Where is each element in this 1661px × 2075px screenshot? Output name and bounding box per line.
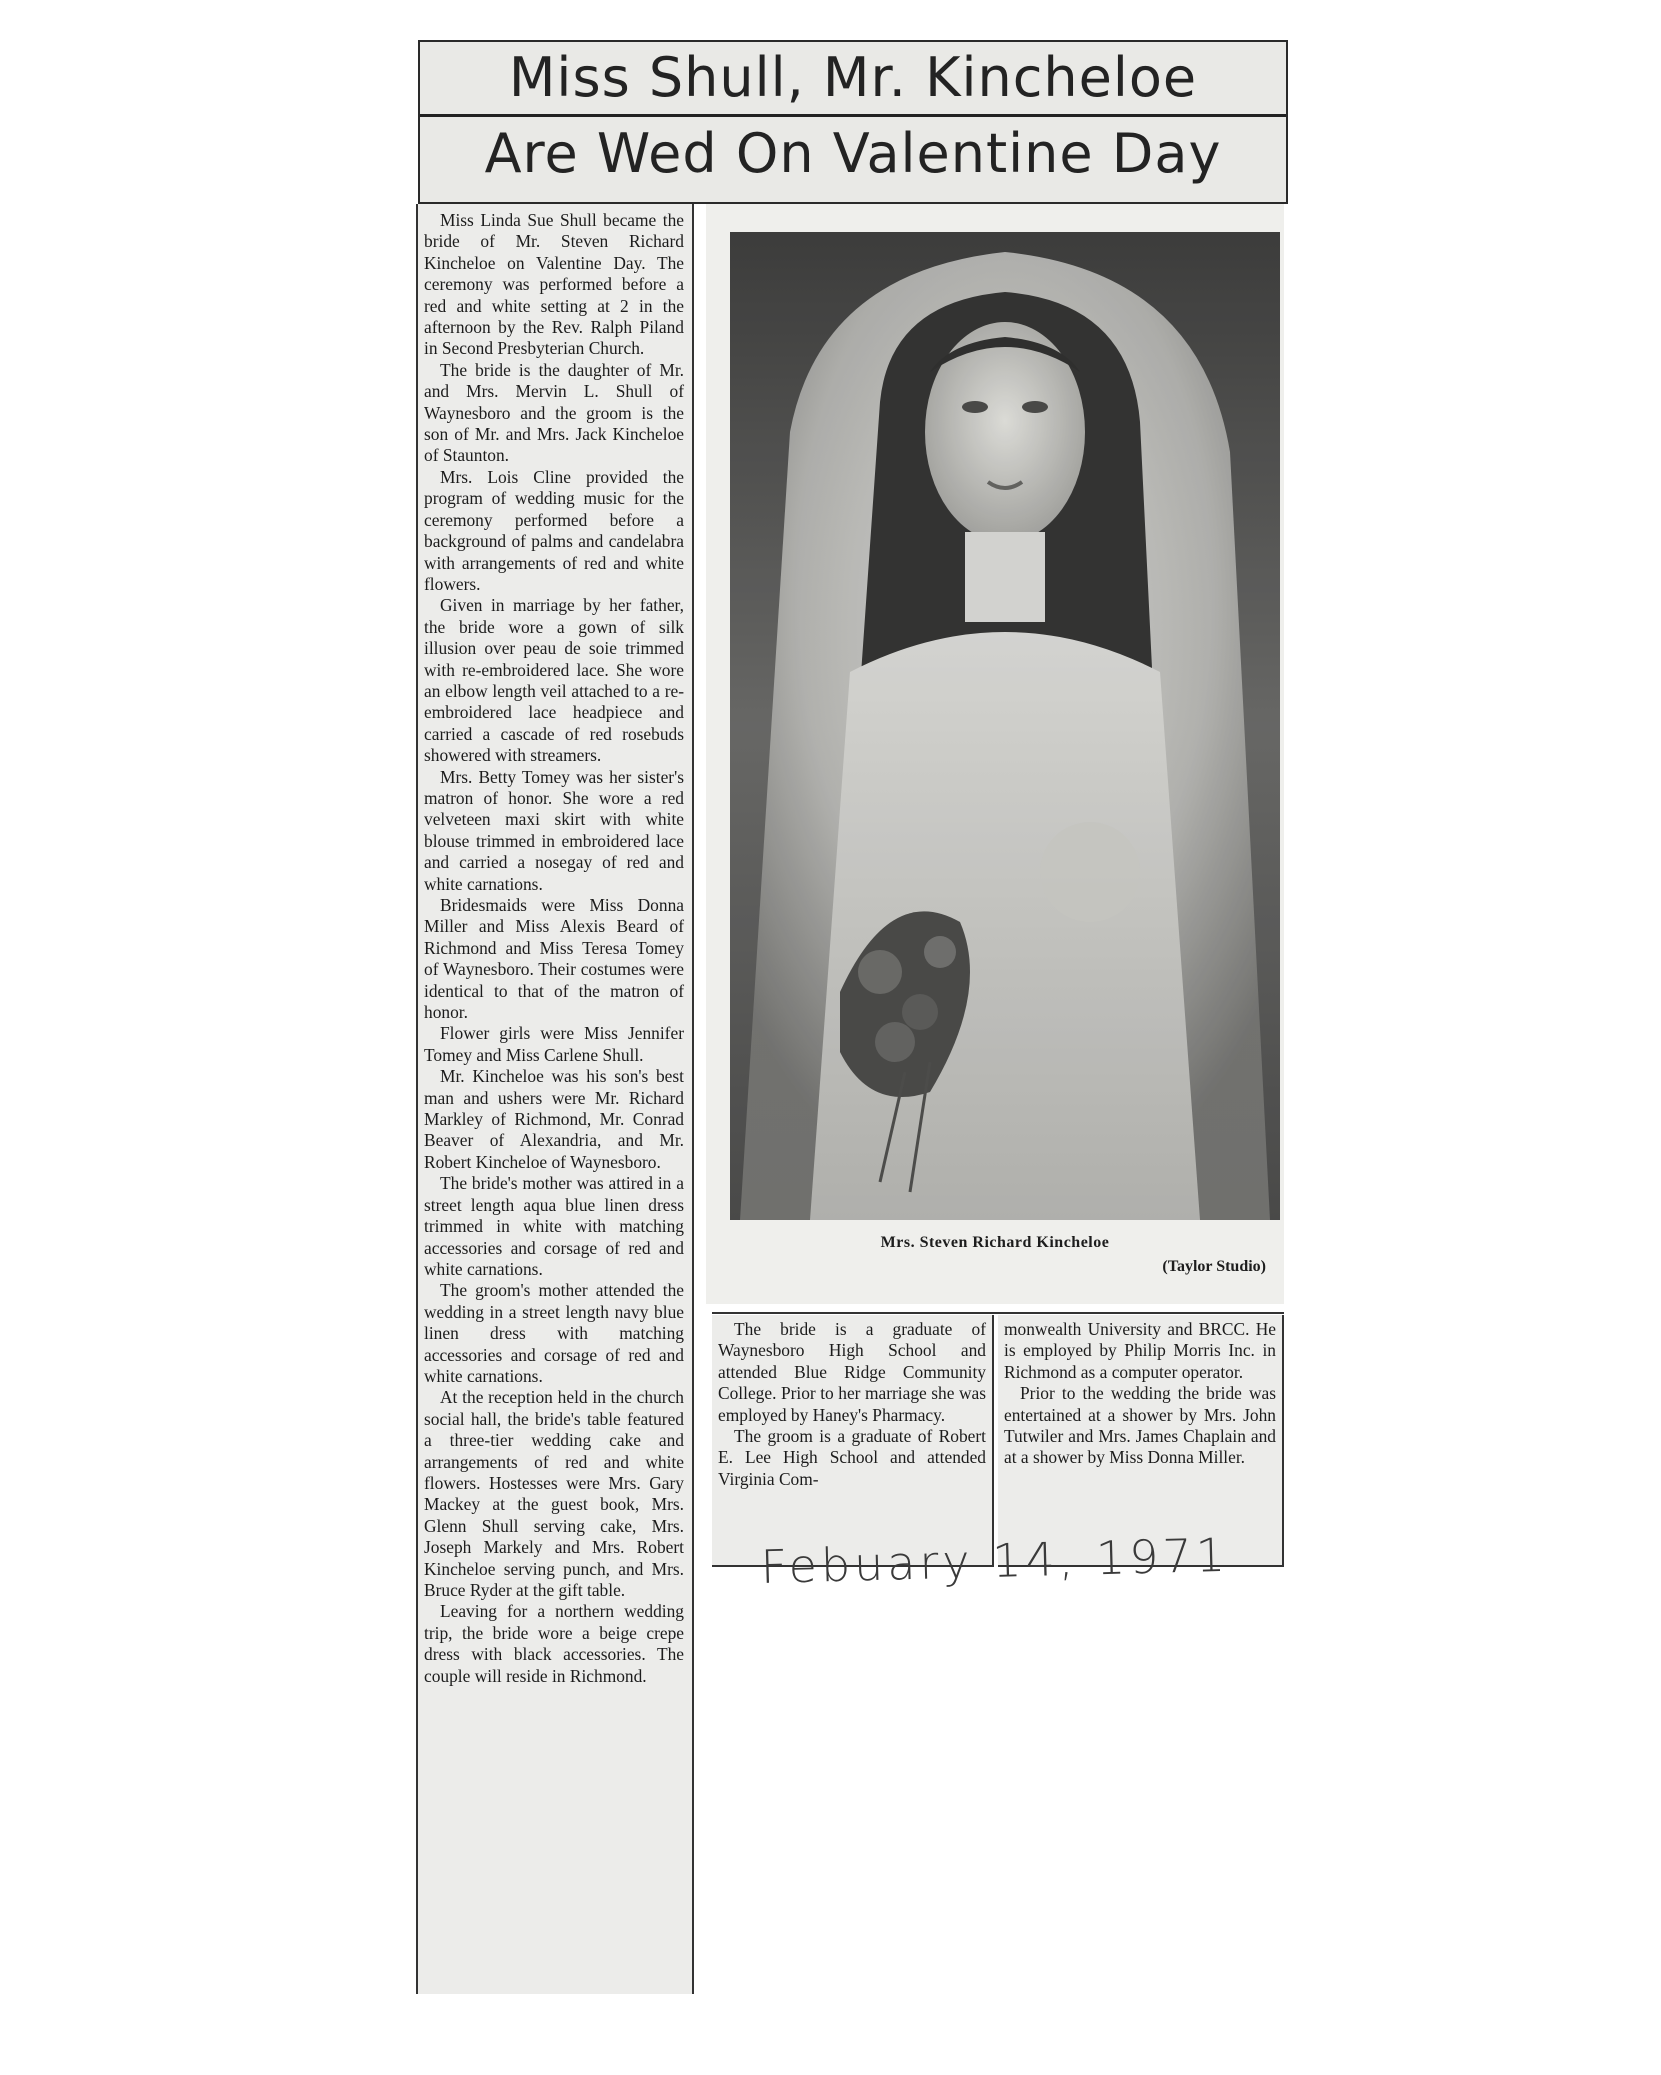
photo-credit: (Taylor Studio): [1162, 1258, 1266, 1275]
headline-divider: [420, 114, 1286, 117]
paragraph: monwealth University and BRCC. He is employed by Philip Morris Inc. in Richmond as a computer operator.: [1004, 1319, 1276, 1382]
photo-block: [706, 204, 1284, 1304]
paragraph: The bride is the daughter of Mr. and Mrs. Mervin L. Shull of Waynesboro and the groom is the son of Mr. and Mrs. Jack Kincheloe of Staunton.: [424, 359, 684, 466]
headline-line-2: Are Wed On Valentine Day: [484, 122, 1222, 185]
paragraph: Bridesmaids were Miss Donna Miller and Miss Alexis Beard of Richmond and Miss Teresa Tomey of Waynesboro. Their costumes were identical to that of the matron of honor.: [424, 895, 684, 1023]
paragraph: Miss Linda Sue Shull became the bride of Mr. Steven Richard Kincheloe on Valentine Day. The ceremony was performed before a red and white setting at 2 in the afternoon by the Rev. Ralph Piland in Second Presbyterian Church.: [424, 210, 684, 359]
bride-portrait-image: [730, 232, 1280, 1220]
paragraph: Leaving for a northern wedding trip, the bride wore a beige crepe dress with black accessories. The couple will reside in Richmond.: [424, 1601, 684, 1686]
paragraph: The bride is a graduate of Waynesboro High School and attended Blue Ridge Community College. Prior to her marriage she was employed by Haney's Pharmacy.: [718, 1319, 986, 1425]
article-left-column: [416, 204, 694, 1994]
newspaper-clipping: [408, 40, 1298, 2000]
handwritten-date: Febuary 14, 1971: [760, 1527, 1230, 1594]
paragraph: Flower girls were Miss Jennifer Tomey and Miss Carlene Shull.: [424, 1023, 684, 1065]
column-divider: [712, 1312, 1284, 1314]
article-middle-column: [712, 1315, 994, 1567]
paragraph: The bride's mother was attired in a street length aqua blue linen dress trimmed in white with matching accessories and corsage of red and white carnations.: [424, 1173, 684, 1279]
headline-line-1: Miss Shull, Mr. Kincheloe: [508, 46, 1198, 109]
paragraph: Prior to the wedding the bride was entertained at a shower by Mrs. John Tutwiler and Mrs. James Chaplain and at a shower by Miss Donna Miller.: [1004, 1383, 1276, 1468]
bride-photo: [730, 232, 1280, 1220]
paragraph: Mrs. Betty Tomey was her sister's matron of honor. She wore a red velveteen maxi skirt with white blouse trimmed in embroidered lace and carried a nosegay of red and white carnations.: [424, 766, 684, 894]
headline: [418, 40, 1288, 204]
paragraph: Mr. Kincheloe was his son's best man and ushers were Mr. Richard Markley of Richmond, Mr. Conrad Beaver of Alexandria, and Mr. Robert Kincheloe of Waynesboro.: [424, 1066, 684, 1172]
paragraph: The groom's mother attended the wedding in a street length navy blue linen dress with matching accessories and corsage of red and white carnations.: [424, 1280, 684, 1386]
paragraph: Given in marriage by her father, the bride wore a gown of silk illusion over peau de soie trimmed with re-embroidered lace. She wore an elbow length veil attached to a re-embroidered lace headpiece and carried a cascade of red rosebuds showered with streamers.: [424, 595, 684, 766]
paragraph: Mrs. Lois Cline provided the program of wedding music for the ceremony performed before a background of palms and candelabra with arrangements of red and white flowers.: [424, 466, 684, 594]
paragraph: The groom is a graduate of Robert E. Lee High School and attended Virginia Com-: [718, 1426, 986, 1489]
paragraph: At the reception held in the church social hall, the bride's table featured a three-tier wedding cake and arrangements of red and white flowers. Hostesses were Mrs. Gary Mackey at the guest book, Mrs. Glenn Shull serving cake, Mrs. Joseph Markely and Mrs. Robert Kincheloe serving punch, and Mrs. Bruce Ryder at the gift table.: [424, 1387, 684, 1600]
photo-caption: Mrs. Steven Richard Kincheloe: [880, 1234, 1110, 1251]
